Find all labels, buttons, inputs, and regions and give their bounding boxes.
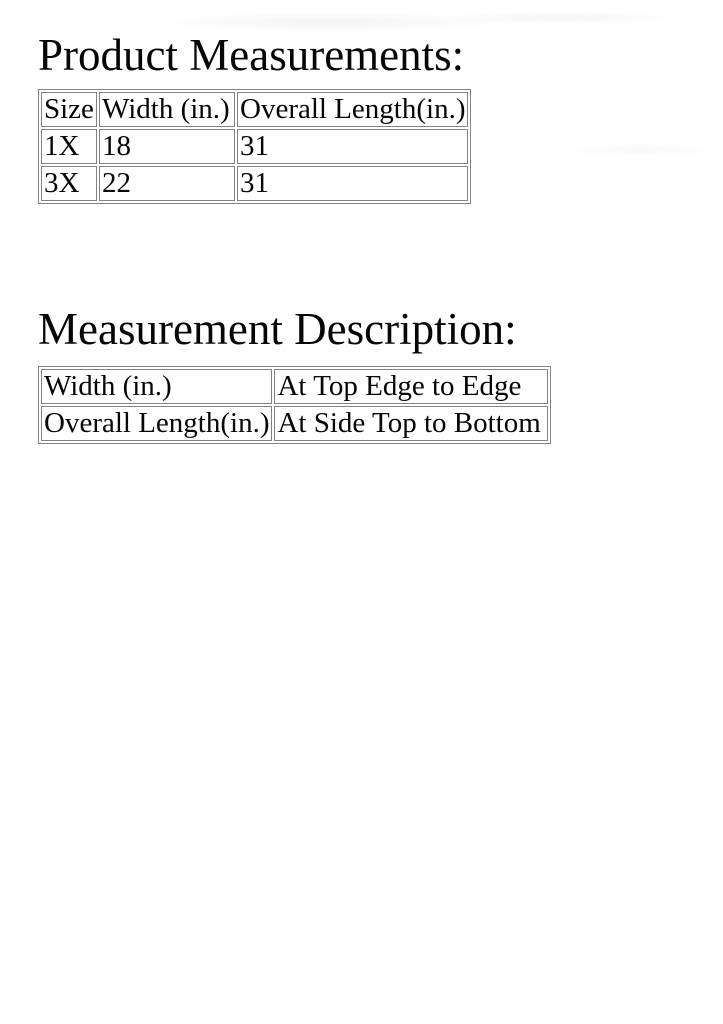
table-row <box>41 406 548 441</box>
measurement-description-title: Measurement Description: <box>38 303 517 354</box>
table-header-row <box>41 92 468 127</box>
cell-width-1x: 18 <box>99 129 235 164</box>
header-cell-size: Size <box>41 92 97 127</box>
table-row <box>41 166 468 201</box>
cell-length-3x: 31 <box>237 166 468 201</box>
cell-width-label: Width (in.) <box>41 369 272 404</box>
cell-length-label: Overall Length(in.) <box>41 406 272 441</box>
product-measurements-title: Product Measurements: <box>38 30 465 80</box>
cell-width-3x: 22 <box>99 166 235 201</box>
cell-width-description: At Top Edge to Edge <box>274 369 548 404</box>
cell-size-1x: 1X <box>41 129 97 164</box>
measurement-description-table <box>38 366 551 444</box>
measurement-sheet <box>0 0 723 444</box>
cell-length-1x: 31 <box>237 129 468 164</box>
product-measurements-table <box>38 89 471 204</box>
table-row <box>41 369 548 404</box>
table-row <box>41 129 468 164</box>
header-cell-width: Width (in.) <box>99 92 235 127</box>
cell-size-3x: 3X <box>41 166 97 201</box>
header-cell-overall-length: Overall Length(in.) <box>237 92 468 127</box>
cell-length-description: At Side Top to Bottom <box>274 406 548 441</box>
